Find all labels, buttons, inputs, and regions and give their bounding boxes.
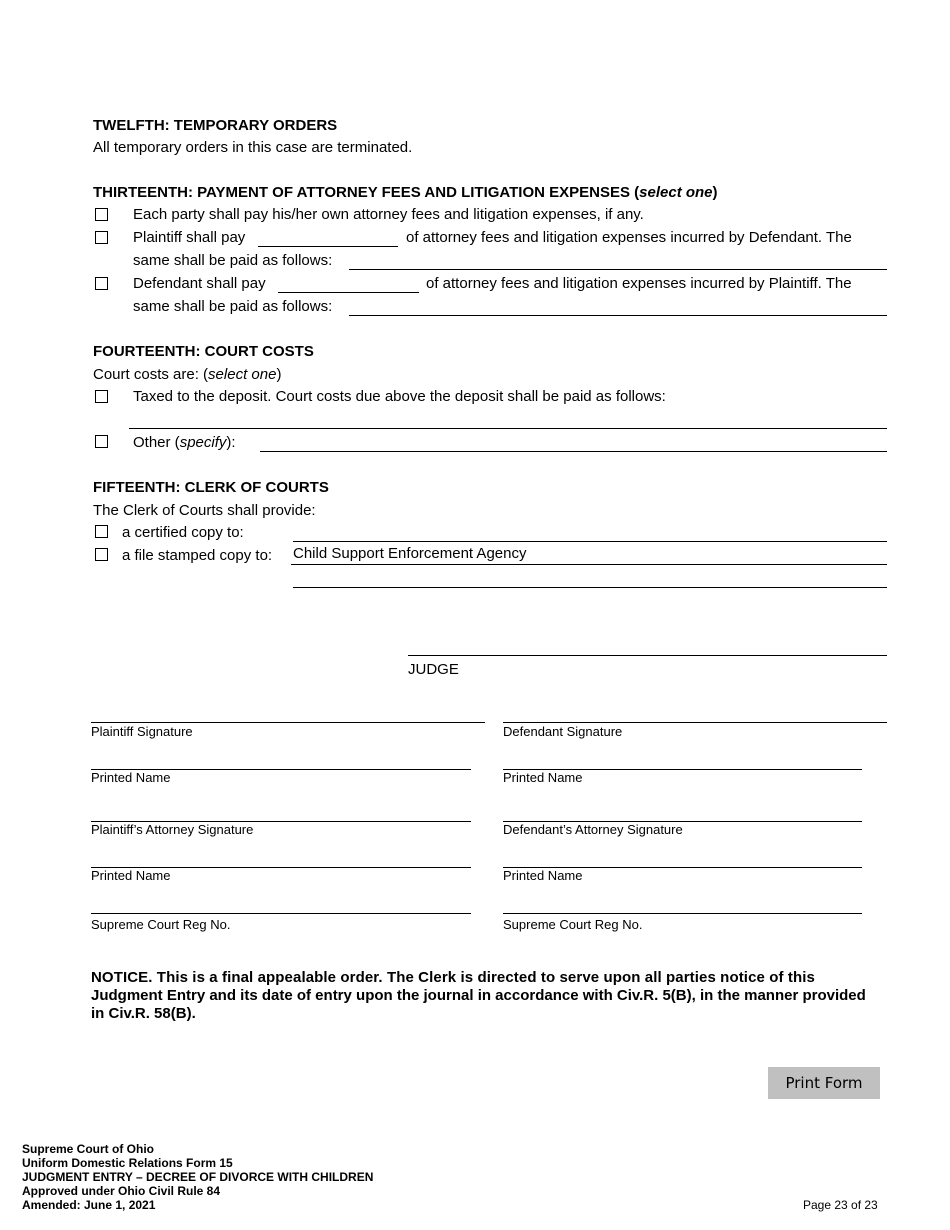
certified-copy-label: a certified copy to:: [122, 524, 244, 541]
certified-copy-recipient-field[interactable]: [293, 521, 887, 542]
plaintiff-printed-name-label: Printed Name: [91, 770, 171, 785]
notice-line-2: Judgment Entry and its date of entry upon the journal in accordance with Civ.R. 5(B), in the manner provided: [91, 987, 866, 1004]
footer-line-2: Uniform Domestic Relations Form 15: [22, 1156, 233, 1170]
judge-label: JUDGE: [408, 661, 459, 678]
plaintiff-attorney-signature-label: Plaintiff’s Attorney Signature: [91, 822, 254, 837]
plaintiff-signature-line[interactable]: [91, 722, 485, 723]
footer-line-3: JUDGMENT ENTRY – DECREE OF DIVORCE WITH CHILDREN: [22, 1170, 374, 1184]
other-specify: specify: [179, 434, 227, 451]
attorney-fees-defendant-checkbox[interactable]: [95, 277, 108, 290]
court-costs-other-checkbox[interactable]: [95, 435, 108, 448]
judge-signature-line[interactable]: [408, 655, 887, 656]
plaintiff-attorney-reg-line[interactable]: [91, 913, 471, 914]
plaintiff-pay-description: of attorney fees and litigation expenses incurred by Defendant. The: [406, 229, 852, 246]
court-costs-other-label: [133, 434, 236, 452]
heading-select-one: select one: [639, 184, 713, 201]
court-costs-other-field[interactable]: [260, 431, 887, 452]
clerk-intro: The Clerk of Courts shall provide:: [93, 502, 316, 519]
plaintiff-shall-pay-label: Plaintiff shall pay: [133, 229, 246, 246]
defendant-pay-description: of attorney fees and litigation expenses incurred by Plaintiff. The: [426, 275, 852, 292]
footer-line-4: Approved under Ohio Civil Rule 84: [22, 1184, 221, 1198]
file-stamped-copy-recipient-field-2[interactable]: [293, 567, 887, 588]
defendant-attorney-signature-label: Defendant’s Attorney Signature: [503, 822, 683, 837]
footer-line-5: Amended: June 1, 2021: [22, 1198, 156, 1212]
heading-main: THIRTEENTH: PAYMENT OF ATTORNEY FEES AND LITIGATION EXPENSES (: [93, 184, 640, 201]
court-costs-deposit-label: Taxed to the deposit. Court costs due above the deposit shall be paid as follows:: [133, 388, 666, 405]
defendant-pay-amount-field[interactable]: [278, 272, 419, 293]
intro-post: ): [276, 366, 282, 383]
section-fourteenth-heading: FOURTEENTH: COURT COSTS: [93, 343, 314, 360]
court-costs-deposit-checkbox[interactable]: [95, 390, 108, 403]
defendant-signature-label: Defendant Signature: [503, 724, 623, 739]
defendant-shall-pay-label: Defendant shall pay: [133, 275, 266, 292]
file-stamped-copy-value: Child Support Enforcement Agency: [293, 545, 527, 562]
notice-line-1: NOTICE. This is a final appealable order. The Clerk is directed to serve upon all parties notice of this: [91, 969, 815, 986]
plaintiff-attorney-reg-label: Supreme Court Reg No.: [91, 917, 231, 932]
attorney-fees-plaintiff-checkbox[interactable]: [95, 231, 108, 244]
defendant-pay-as-follows-label: same shall be paid as follows:: [133, 298, 333, 315]
other-post: ):: [226, 434, 236, 451]
defendant-attorney-printed-name-label: Printed Name: [503, 868, 583, 883]
file-stamped-copy-checkbox[interactable]: [95, 548, 108, 561]
plaintiff-signature-label: Plaintiff Signature: [91, 724, 193, 739]
defendant-pay-terms-field[interactable]: [349, 295, 887, 316]
notice-line-3: in Civ.R. 58(B).: [91, 1005, 196, 1022]
attorney-fees-own-label: Each party shall pay his/her own attorney fees and litigation expenses, if any.: [133, 206, 644, 223]
attorney-fees-own-checkbox[interactable]: [95, 208, 108, 221]
court-costs-intro: [93, 366, 281, 384]
certified-copy-checkbox[interactable]: [95, 525, 108, 538]
file-stamped-copy-recipient-field[interactable]: [291, 544, 887, 565]
plaintiff-attorney-printed-name-label: Printed Name: [91, 868, 171, 883]
defendant-printed-name-label: Printed Name: [503, 770, 583, 785]
plaintiff-pay-as-follows-label: same shall be paid as follows:: [133, 252, 333, 269]
section-twelfth-text: All temporary orders in this case are terminated.: [93, 139, 413, 156]
section-fifteenth-heading: FIFTEENTH: CLERK OF COURTS: [93, 479, 329, 496]
page-number: Page 23 of 23: [803, 1198, 878, 1212]
other-pre: Other (: [133, 434, 180, 451]
section-thirteenth-heading: [93, 184, 718, 202]
intro-pre: Court costs are: (: [93, 366, 209, 383]
intro-select-one: select one: [208, 366, 277, 383]
print-form-button[interactable]: Print Form: [768, 1067, 880, 1099]
plaintiff-pay-terms-field[interactable]: [349, 249, 887, 270]
section-twelfth-heading: TWELFTH: TEMPORARY ORDERS: [93, 117, 338, 134]
defendant-signature-line[interactable]: [503, 722, 887, 723]
defendant-attorney-reg-line[interactable]: [503, 913, 862, 914]
court-costs-deposit-terms-field[interactable]: [129, 408, 887, 429]
defendant-attorney-reg-label: Supreme Court Reg No.: [503, 917, 643, 932]
file-stamped-copy-label: a file stamped copy to:: [122, 547, 273, 564]
plaintiff-pay-amount-field[interactable]: [258, 226, 398, 247]
footer-line-1: Supreme Court of Ohio: [22, 1142, 154, 1156]
heading-close: ): [712, 184, 718, 201]
